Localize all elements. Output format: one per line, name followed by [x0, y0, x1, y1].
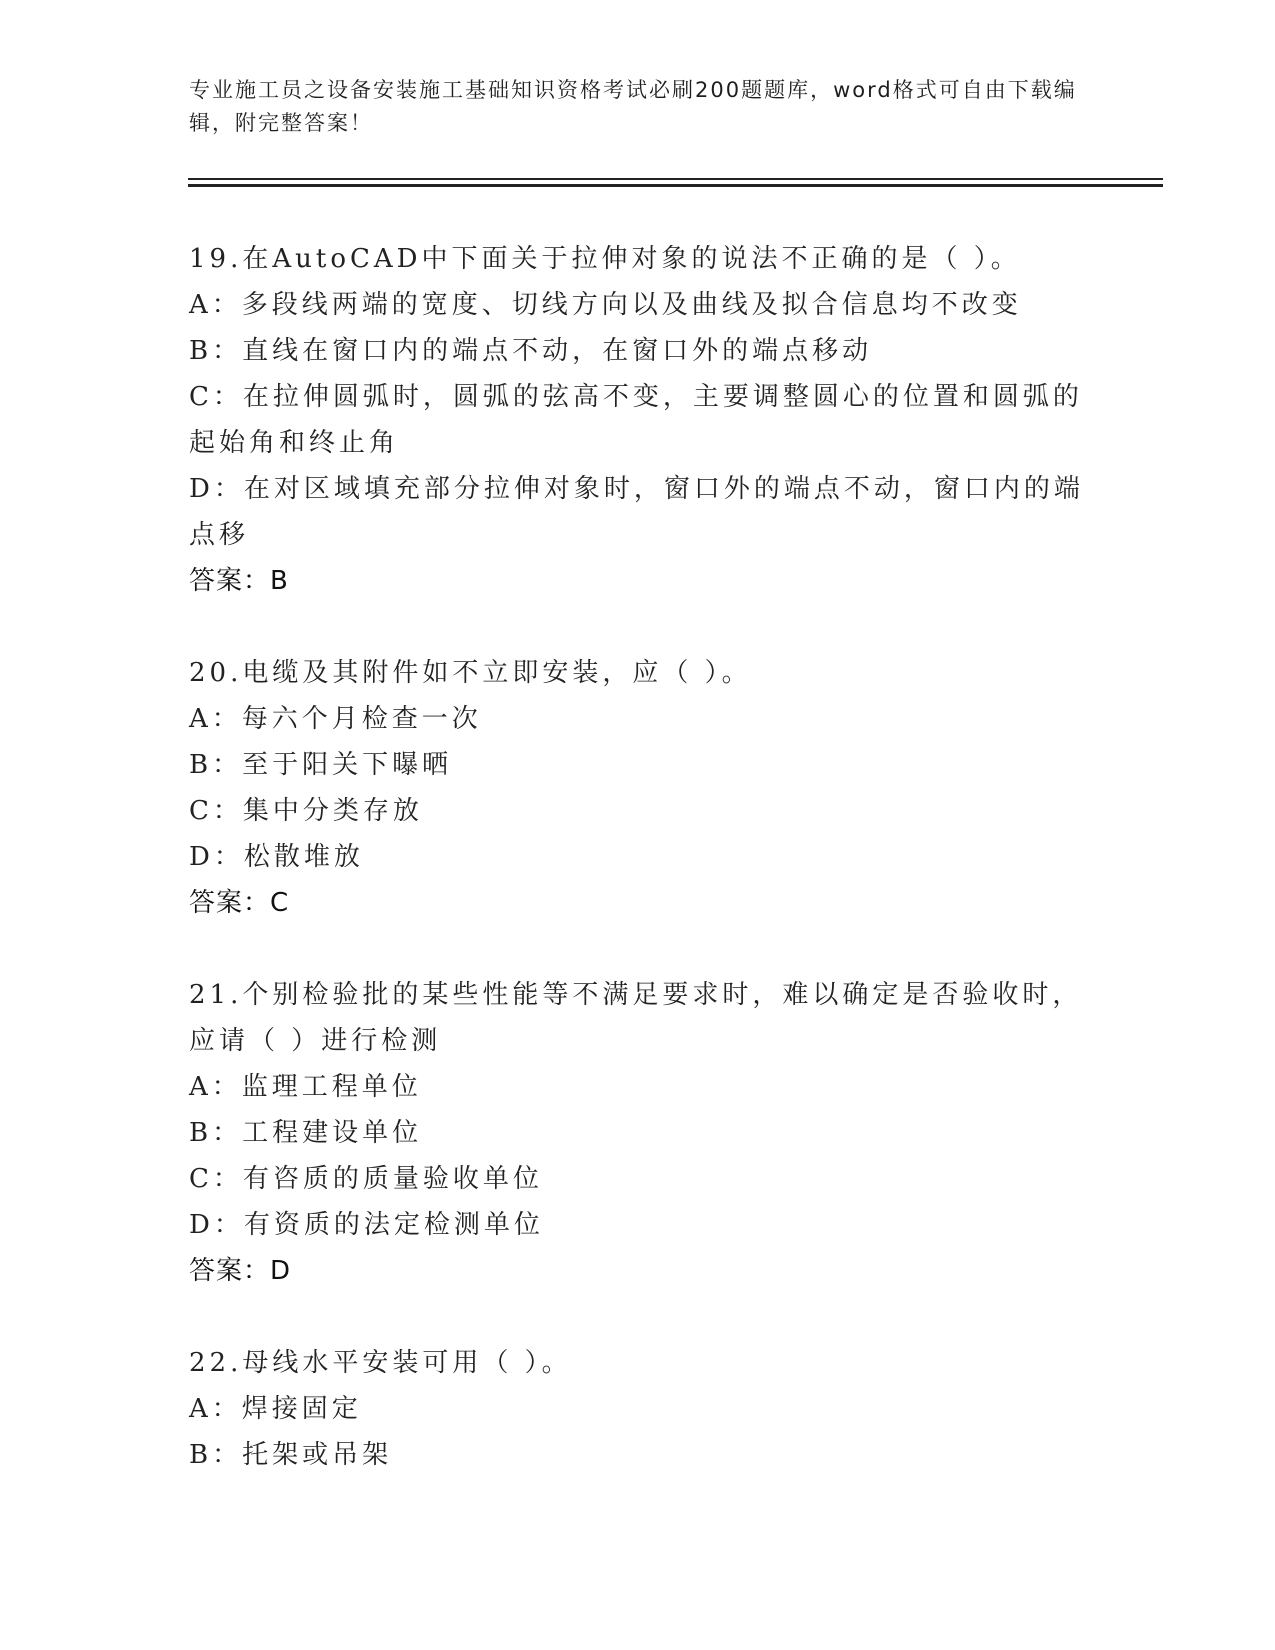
option-b: B：托架或吊架: [189, 1440, 393, 1470]
option-b: B：至于阳关下曝晒: [189, 750, 453, 780]
option-c: C：在拉伸圆弧时，圆弧的弦高不变，主要调整圆心的位置和圆弧的起始角和终止角: [189, 382, 1083, 458]
question-stem: 21.个别检验批的某些性能等不满足要求时，难以确定是否验收时，应请（ ）进行检测: [189, 980, 1083, 1056]
question-19: [189, 236, 1089, 604]
question-stem: 19.在AutoCAD中下面关于拉伸对象的说法不正确的是（ ）。: [189, 244, 1021, 274]
option-a: A：监理工程单位: [189, 1072, 422, 1102]
option-c: C：有咨质的质量验收单位: [189, 1164, 543, 1194]
question-21: [189, 972, 1089, 1294]
option-d: D：有资质的法定检测单位: [189, 1210, 544, 1240]
question-stem: 22.母线水平安装可用（ ）。: [189, 1348, 572, 1378]
question-22: [189, 1340, 1089, 1478]
option-b: B：工程建设单位: [189, 1118, 423, 1148]
document-header: 专业施工员之设备安装施工基础知识资格考试必刷200题题库，word格式可自由下载编辑，附完整答案！: [189, 78, 1077, 135]
option-a: A：多段线两端的宽度、切线方向以及曲线及拟合信息均不改变: [189, 290, 1022, 320]
option-b: B：直线在窗口内的端点不动，在窗口外的端点移动: [189, 336, 873, 366]
answer-label: 答案：D: [189, 1256, 292, 1286]
option-a: A：焊接固定: [189, 1394, 362, 1424]
header-divider-thick: [188, 184, 1163, 187]
option-a: A：每六个月检查一次: [189, 704, 482, 734]
header-divider-thin: [188, 178, 1163, 180]
option-d: D：在对区域填充部分拉伸对象时，窗口外的端点不动，窗口内的端点移: [189, 474, 1084, 550]
answer-label: 答案：C: [189, 888, 290, 918]
question-list: [189, 236, 1089, 1524]
option-d: D：松散堆放: [189, 842, 364, 872]
option-c: C：集中分类存放: [189, 796, 423, 826]
question-20: [189, 650, 1089, 926]
question-stem: 20.电缆及其附件如不立即安装，应（ ）。: [189, 658, 752, 688]
answer-label: 答案：B: [189, 566, 289, 596]
